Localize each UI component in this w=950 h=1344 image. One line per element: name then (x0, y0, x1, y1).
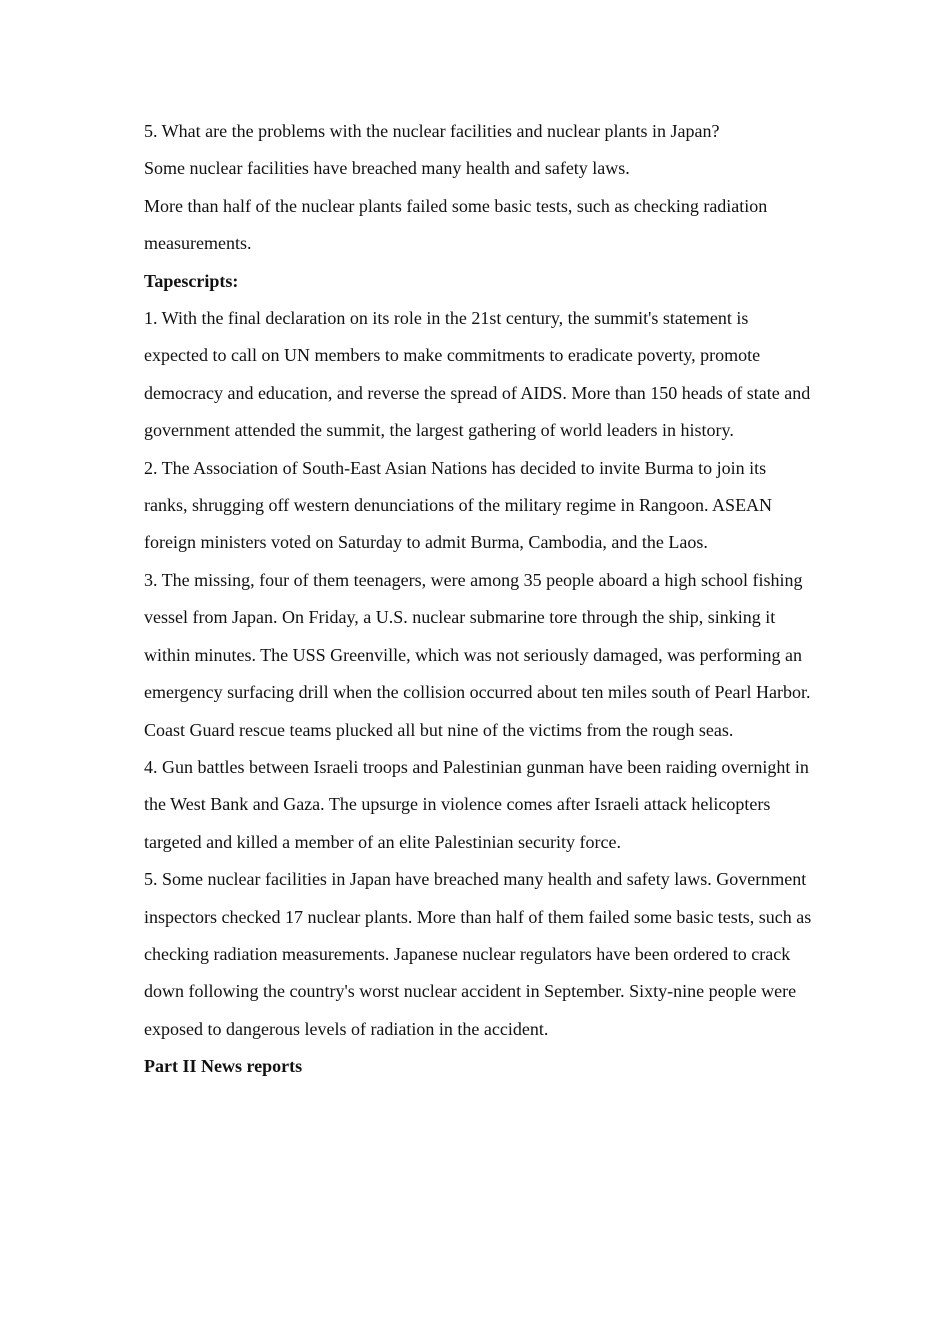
document-page (144, 113, 814, 1086)
question-5: 5. What are the problems with the nuclear facilities and nuclear plants in Japan? (144, 121, 720, 141)
part-2-heading: Part II News reports (144, 1056, 303, 1077)
tapescript-item-4: 4. Gun battles between Israeli troops and Palestinian gunman have been raiding overnight in the West Bank and Gaza. The upsurge in violence comes after Israeli attack helicopters targeted and killed a member of an elite Palestinian security force. (144, 756, 809, 852)
tapescript-item-2: 2. The Association of South-East Asian Nations has decided to invite Burma to join its ranks, shrugging off western denunciations of the military regime in Rangoon. ASEAN foreign ministers voted on Saturday to admit Burma, Cambodia, and the Laos. (144, 457, 773, 553)
question-5-answer-1: Some nuclear facilities have breached many health and safety laws. (144, 158, 630, 179)
tapescript-item-1: 1. With the final declaration on its role in the 21st century, the summit's statement is expected to call on UN members to make commitments to eradicate poverty, promote democracy and education, and reverse the spread of AIDS. More than 150 heads of state and government attended the summit, the largest gathering of world leaders in history. (144, 308, 811, 441)
tapescript-item-5: 5. Some nuclear facilities in Japan have breached many health and safety laws. Government inspectors checked 17 nuclear plants. More than half of them failed some basic tests, such as checking radiation measurements. Japanese nuclear regulators have been ordered to crack down following the country's worst nuclear accident in September. Sixty-nine people were exposed to dangerous levels of radiation in the accident. (144, 869, 812, 1039)
tapescript-item-3: 3. The missing, four of them teenagers, were among 35 people aboard a high school fishing vessel from Japan. On Friday, a U.S. nuclear submarine tore through the ship, sinking it within minutes. The USS Greenville, which was not seriously damaged, was performing an emergency surfacing drill when the collision occurred about ten miles south of Pearl Harbor. Coast Guard rescue teams plucked all but nine of the victims from the rough seas. (144, 569, 811, 740)
tapescripts-heading: Tapescripts: (144, 270, 239, 291)
question-5-answer-2: More than half of the nuclear plants failed some basic tests, such as checking radiation measurements. (144, 195, 768, 254)
